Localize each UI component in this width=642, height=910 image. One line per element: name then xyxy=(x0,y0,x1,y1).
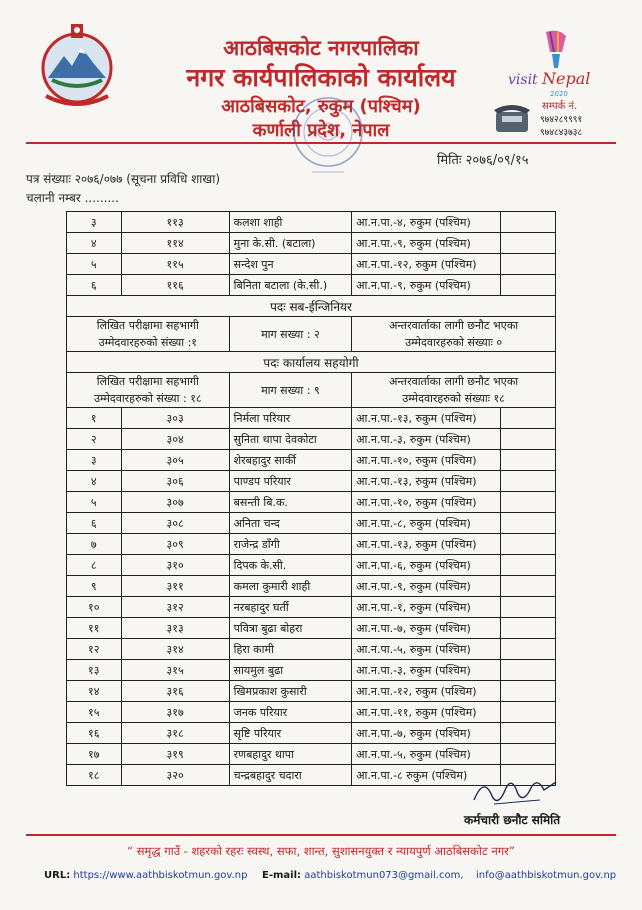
municipality-motto: “ समृद्ध गाउँ - शहरको रहरः स्वस्थ, सफा, शान्त, सुशासनयुक्त र न्यायपुर्ण आठबिसकोट नगर” xyxy=(127,844,515,858)
roll-number: ११३ xyxy=(121,212,229,233)
candidate-address: आ.न.पा.-१२, रुकुम (पश्चिम) xyxy=(352,681,501,702)
participants-line-1: लिखित परीक्षामा सहभागी xyxy=(96,319,199,332)
candidate-address: आ.न.पा.-४, रुकुम (पश्चिम) xyxy=(352,212,501,233)
row-number: ८ xyxy=(67,555,122,576)
blank-cell xyxy=(501,513,556,534)
table-row xyxy=(67,555,556,576)
candidate-name: मुना के.सी. (बटाला) xyxy=(229,233,352,254)
phone-number-2: ९७४८४३७३८ xyxy=(540,128,583,138)
table-row xyxy=(67,597,556,618)
footer-url xyxy=(44,870,247,881)
reference-number: पत्र संख्याः २०७६/०७७ (सूचना प्रविधि शाखा) xyxy=(26,172,221,186)
table-row xyxy=(67,408,556,429)
demand-count: माग सख्या : २ xyxy=(229,317,352,352)
post-title-office-assistant: पदः कार्यालय सहयोगी xyxy=(67,352,556,373)
blank-cell xyxy=(501,492,556,513)
roll-number: ३१० xyxy=(121,555,229,576)
footer-email xyxy=(262,870,464,881)
roll-number: ११५ xyxy=(121,254,229,275)
candidate-address: आ.न.पा.-९, रुकुम (पश्चिम) xyxy=(352,576,501,597)
candidate-name: चन्द्रबहादुर चदारा xyxy=(229,765,352,786)
email-label: E-mail: xyxy=(262,870,302,881)
post-summary-row xyxy=(67,317,556,352)
blank-cell xyxy=(501,639,556,660)
row-number: १५ xyxy=(67,702,122,723)
roll-number: ३१५ xyxy=(121,660,229,681)
row-number: १६ xyxy=(67,723,122,744)
footer-divider xyxy=(26,834,616,836)
table-row xyxy=(67,681,556,702)
blank-cell xyxy=(501,681,556,702)
post-summary-row xyxy=(67,373,556,408)
row-number: १२ xyxy=(67,639,122,660)
row-number: ४ xyxy=(67,471,122,492)
roll-number: ३१३ xyxy=(121,618,229,639)
signature-mark xyxy=(470,770,560,810)
roll-number: ३०४ xyxy=(121,429,229,450)
row-number: ६ xyxy=(67,275,122,296)
roll-number: ११४ xyxy=(121,233,229,254)
roll-number: ३१४ xyxy=(121,639,229,660)
email-link-2[interactable]: info@aathbiskotmun.gov.np xyxy=(476,870,617,881)
roll-number: ३१७ xyxy=(121,702,229,723)
candidate-address: आ.न.पा.-६, रुकुम (पश्चिम) xyxy=(352,555,501,576)
candidate-name: दिपक के.सी. xyxy=(229,555,352,576)
row-number: ५ xyxy=(67,492,122,513)
participants-line-2: उम्मेदवारहरुको संख्या :१ xyxy=(98,336,198,349)
blank-cell xyxy=(501,408,556,429)
roll-number: ३१९ xyxy=(121,744,229,765)
blank-cell xyxy=(501,471,556,492)
table-row xyxy=(67,275,556,296)
selection-table-body xyxy=(67,212,556,786)
header-divider xyxy=(26,142,616,144)
row-number: ४ xyxy=(67,233,122,254)
roll-number: ३१८ xyxy=(121,723,229,744)
candidate-name: शेरबहादुर सार्की xyxy=(229,450,352,471)
svg-text:visit: visit xyxy=(508,72,538,88)
table-row xyxy=(67,429,556,450)
table-row xyxy=(67,702,556,723)
candidate-name: पाण्डप परियार xyxy=(229,471,352,492)
candidate-name: जनक परियार xyxy=(229,702,352,723)
selected-line-1: अन्तरवार्ताका लागी छनौट भएका xyxy=(389,375,519,388)
email-link-1[interactable]: aathbiskotmun073@gmail.com, xyxy=(304,870,464,881)
candidate-address: आ.न.पा.-९, रुकुम (पश्चिम) xyxy=(352,275,501,296)
blank-cell xyxy=(501,555,556,576)
svg-text:Nepal: Nepal xyxy=(542,69,591,88)
candidate-name: नरबहादुर घर्ती xyxy=(229,597,352,618)
candidate-address: आ.न.पा.-७, रुकुम (पश्चिम) xyxy=(352,723,501,744)
roll-number: ३०९ xyxy=(121,534,229,555)
row-number: ३ xyxy=(67,450,122,471)
blank-cell xyxy=(501,597,556,618)
roll-number: ३०३ xyxy=(121,408,229,429)
blank-cell xyxy=(501,702,556,723)
candidate-name: अनिता चन्द xyxy=(229,513,352,534)
candidate-address: आ.न.पा.-७, रुकुम (पश्चिम) xyxy=(352,618,501,639)
blank-cell xyxy=(501,275,556,296)
telephone-icon xyxy=(492,100,532,134)
office-address: आठबिसकोट, रुकुम (पश्चिम) xyxy=(221,96,421,117)
participants-line-1: लिखित परीक्षामा सहभागी xyxy=(96,375,199,388)
website-link[interactable]: https://www.aathbiskotmun.gov.np xyxy=(73,870,248,881)
row-number: ३ xyxy=(67,212,122,233)
blank-cell xyxy=(501,618,556,639)
table-row xyxy=(67,660,556,681)
candidate-name: सन्देश पुन xyxy=(229,254,352,275)
blank-cell xyxy=(501,576,556,597)
province-country: कर्णाली प्रदेश, नेपाल xyxy=(252,120,390,141)
row-number: २ xyxy=(67,429,122,450)
table-row xyxy=(67,450,556,471)
table-row xyxy=(67,233,556,254)
blank-cell xyxy=(501,660,556,681)
candidate-name: रणबहादुर थापा xyxy=(229,744,352,765)
candidate-address: आ.न.पा.-११, रुकुम (पश्चिम) xyxy=(352,702,501,723)
row-number: १३ xyxy=(67,660,122,681)
blank-cell xyxy=(501,212,556,233)
candidate-name: निर्मला परियार xyxy=(229,408,352,429)
blank-cell xyxy=(501,429,556,450)
row-number: ९ xyxy=(67,576,122,597)
candidate-address: आ.न.पा.-५, रुकुम (पश्चिम) xyxy=(352,639,501,660)
table-row xyxy=(67,618,556,639)
table-row xyxy=(67,513,556,534)
svg-text:2020: 2020 xyxy=(550,90,568,98)
row-number: १४ xyxy=(67,681,122,702)
candidate-address: आ.न.पा.-३, रुकुम (पश्चिम) xyxy=(352,429,501,450)
selected-line-1: अन्तरवार्ताका लागी छनौट भएका xyxy=(389,319,519,332)
candidate-address: आ.न.पा.-१, रुकुम (पश्चिम) xyxy=(352,597,501,618)
candidate-address: आ.न.पा.-१०, रुकुम (पश्चिम) xyxy=(352,492,501,513)
candidate-address: आ.न.पा.-३, रुकुम (पश्चिम) xyxy=(352,660,501,681)
office-stamp xyxy=(290,92,366,180)
blank-cell xyxy=(501,723,556,744)
selection-table xyxy=(66,211,556,786)
post-title-row xyxy=(67,352,556,373)
row-number: ७ xyxy=(67,534,122,555)
roll-number: ३०८ xyxy=(121,513,229,534)
blank-cell xyxy=(501,254,556,275)
candidate-address: आ.न.पा.-८ रुकुम (पश्चिम) xyxy=(352,765,501,786)
candidate-address: आ.न.पा.-८, रुकुम (पश्चिम) xyxy=(352,513,501,534)
row-number: १७ xyxy=(67,744,122,765)
candidate-name: खिमप्रकाश कुसारी xyxy=(229,681,352,702)
table-row xyxy=(67,744,556,765)
selected-line-2: उम्मेदवारहरुको संख्याः १८ xyxy=(402,392,505,405)
candidate-name: सुनिता थापा देवकोटा xyxy=(229,429,352,450)
candidate-address: आ.न.पा.-९, रुकुम (पश्चिम) xyxy=(352,233,501,254)
row-number: १ xyxy=(67,408,122,429)
visit-nepal-logo xyxy=(506,28,600,100)
contact-block xyxy=(492,98,612,140)
candidate-address: आ.न.पा.-१३, रुकुम (पश्चिम) xyxy=(352,471,501,492)
roll-number: ३१६ xyxy=(121,681,229,702)
table-row xyxy=(67,471,556,492)
table-row xyxy=(67,576,556,597)
candidate-name: राजेन्द्र डाँगी xyxy=(229,534,352,555)
row-number: १० xyxy=(67,597,122,618)
written-exam-participants xyxy=(67,373,230,408)
candidate-address: आ.न.पा.-५, रुकुम (पश्चिम) xyxy=(352,744,501,765)
written-exam-participants xyxy=(67,317,230,352)
roll-number: ३०५ xyxy=(121,450,229,471)
candidate-name: पवित्रा बुढा बोहरा xyxy=(229,618,352,639)
phone-number-1: ९७४२८९९९१ xyxy=(540,115,583,125)
contact-label: सम्पर्क नं. xyxy=(542,101,578,112)
candidate-name: बिनिता बटाला (के.सी.) xyxy=(229,275,352,296)
candidate-name: बसन्ती बि.क. xyxy=(229,492,352,513)
roll-number: ३२० xyxy=(121,765,229,786)
roll-number: ३०७ xyxy=(121,492,229,513)
letter-date: मितिः २०७६/०९/१५ xyxy=(437,153,529,168)
candidate-address: आ.न.पा.-१०, रुकुम (पश्चिम) xyxy=(352,450,501,471)
post-title-row xyxy=(67,296,556,317)
municipality-name: आठबिसकोट नगरपालिका xyxy=(223,36,419,60)
candidate-name: कलशा शाही xyxy=(229,212,352,233)
roll-number: ११६ xyxy=(121,275,229,296)
blank-cell xyxy=(501,744,556,765)
roll-number: ३१२ xyxy=(121,597,229,618)
interview-selected xyxy=(352,317,556,352)
blank-cell xyxy=(501,233,556,254)
participants-line-2: उम्मेदवारहरुको संख्या : १८ xyxy=(93,392,202,405)
table-row xyxy=(67,723,556,744)
table-row xyxy=(67,254,556,275)
interview-selected xyxy=(352,373,556,408)
candidate-address: आ.न.पा.-१२, रुकुम (पश्चिम) xyxy=(352,254,501,275)
blank-cell xyxy=(501,534,556,555)
row-number: १८ xyxy=(67,765,122,786)
table-row xyxy=(67,534,556,555)
row-number: ५ xyxy=(67,254,122,275)
office-name: नगर कार्यपालिकाको कार्यालय xyxy=(186,63,456,92)
selection-committee: कर्मचारी छनौट समिति xyxy=(464,813,561,827)
candidate-name: सृष्टि परियार xyxy=(229,723,352,744)
candidate-address: आ.न.पा.-१३, रुकुम (पश्चिम) xyxy=(352,534,501,555)
candidate-address: आ.न.पा.-१३, रुकुम (पश्चिम) xyxy=(352,408,501,429)
row-number: ६ xyxy=(67,513,122,534)
blank-cell xyxy=(501,450,556,471)
row-number: ११ xyxy=(67,618,122,639)
candidate-name: सायमुल बुढा xyxy=(229,660,352,681)
demand-count: माग सख्या : ९ xyxy=(229,373,352,408)
post-title-sub-engineer: पदः सब-ईन्जिनियर xyxy=(67,296,556,317)
url-label: URL: xyxy=(44,870,71,881)
candidate-name: कमला कुमारी शाही xyxy=(229,576,352,597)
table-row xyxy=(67,639,556,660)
roll-number: ३११ xyxy=(121,576,229,597)
table-row xyxy=(67,212,556,233)
footer-email-2 xyxy=(476,870,616,881)
candidate-name: हिरा कामी xyxy=(229,639,352,660)
dispatch-number: चलानी नम्बर ......... xyxy=(26,191,119,205)
table-row xyxy=(67,492,556,513)
roll-number: ३०६ xyxy=(121,471,229,492)
selected-line-2: उम्मेदवारहरुको संख्याः ० xyxy=(405,336,503,349)
